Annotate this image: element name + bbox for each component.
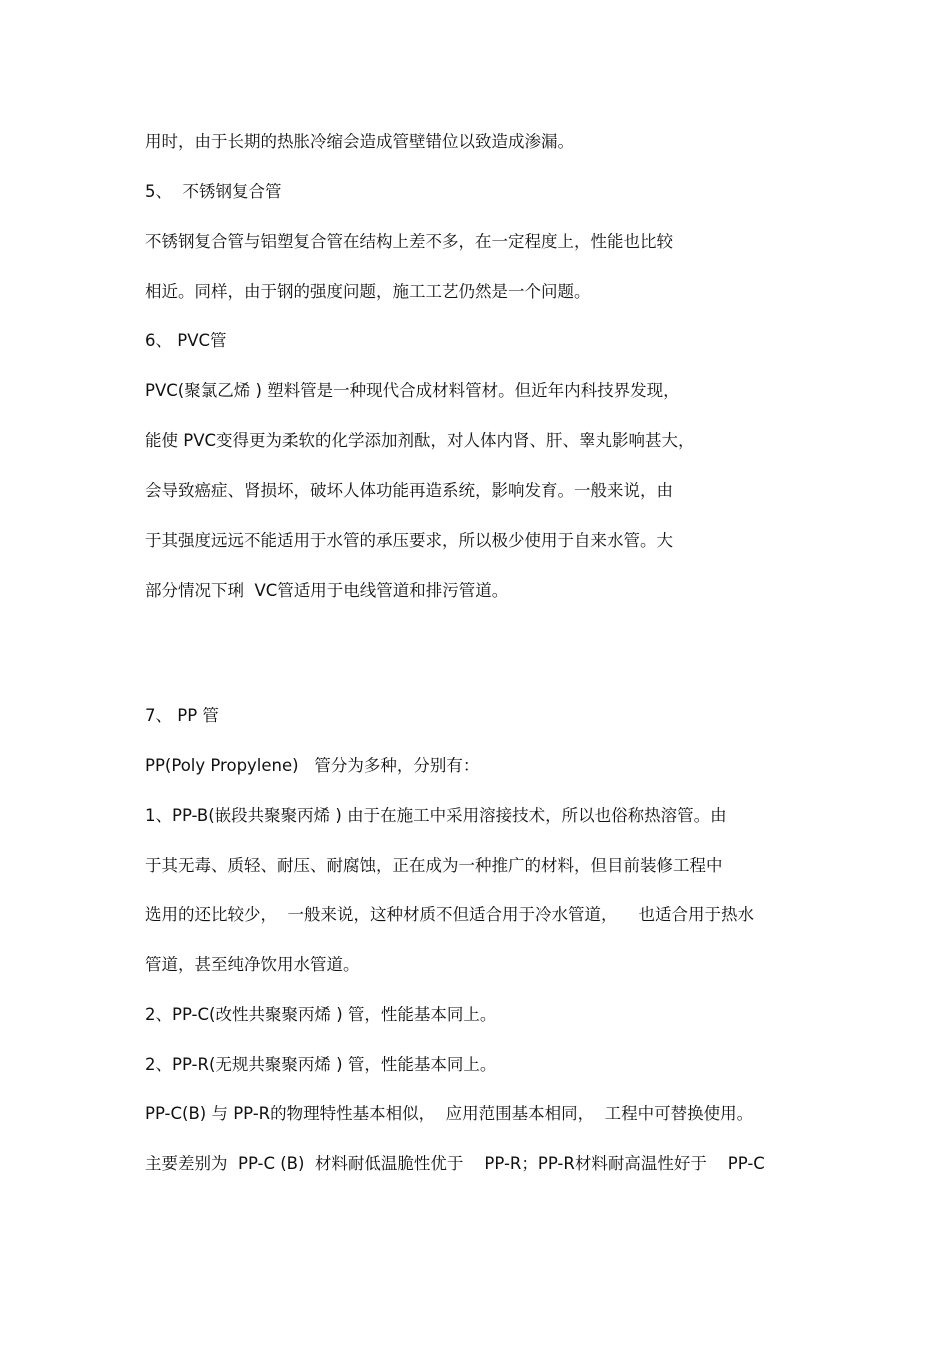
text-line: 部分情况下琍 VC管适用于电线管道和排污管道。 xyxy=(145,581,509,600)
text-line: 会导致癌症、肾损坏，破坏人体功能再造系统，影响发育。一般来说，由 xyxy=(145,481,673,500)
text-line: 2、PP-C(改性共聚聚丙烯 ) 管，性能基本同上。 xyxy=(145,1005,497,1024)
section-heading: 6、 PVC管 xyxy=(145,331,227,350)
text-line: 主要差别为 PP-C (B) 材料耐低温脆性优于 PP-R；PP-R材料耐高温性好于 PP-C xyxy=(145,1154,765,1173)
text-line: 管道，甚至纯净饮用水管道。 xyxy=(145,955,360,974)
text-line: 用时，由于长期的热胀冷缩会造成管壁错位以致造成渗漏。 xyxy=(145,132,574,151)
text-line: 1、PP-B(嵌段共聚聚丙烯 ) 由于在施工中采用溶接技术，所以也俗称热溶管。由 xyxy=(145,806,727,825)
text-line: PP-C(B) 与 PP-R的物理特性基本相似， 应用范围基本相同， 工程中可替换使用。 xyxy=(145,1104,754,1123)
section-heading: 5、 不锈钢复合管 xyxy=(145,182,282,201)
text-line: 不锈钢复合管与铝塑复合管在结构上差不多，在一定程度上，性能也比较 xyxy=(145,232,673,251)
text-line: 2、PP-R(无规共聚聚丙烯 ) 管，性能基本同上。 xyxy=(145,1055,497,1074)
text-line: 选用的还比较少， 一般来说，这种材质不但适合用于冷水管道， 也适合用于热水 xyxy=(145,905,754,924)
text-line: 相近。同样，由于钢的强度问题，施工工艺仍然是一个问题。 xyxy=(145,282,591,301)
section-heading: 7、 PP 管 xyxy=(145,706,219,725)
text-line: PVC(聚氯乙烯 ) 塑料管是一种现代合成材料管材。但近年内科技界发现， xyxy=(145,381,680,400)
text-line: 于其无毒、质轻、耐压、耐腐蚀，正在成为一种推广的材料，但目前装修工程中 xyxy=(145,856,723,875)
text-line: PP(Poly Propylene) 管分为多种，分别有： xyxy=(145,756,480,775)
text-line: 于其强度远远不能适用于水管的承压要求，所以极少使用于自来水管。大 xyxy=(145,531,673,550)
text-line: 能使 PVC变得更为柔软的化学添加剂酞，对人体内肾、肝、睾丸影响甚大， xyxy=(145,431,695,450)
